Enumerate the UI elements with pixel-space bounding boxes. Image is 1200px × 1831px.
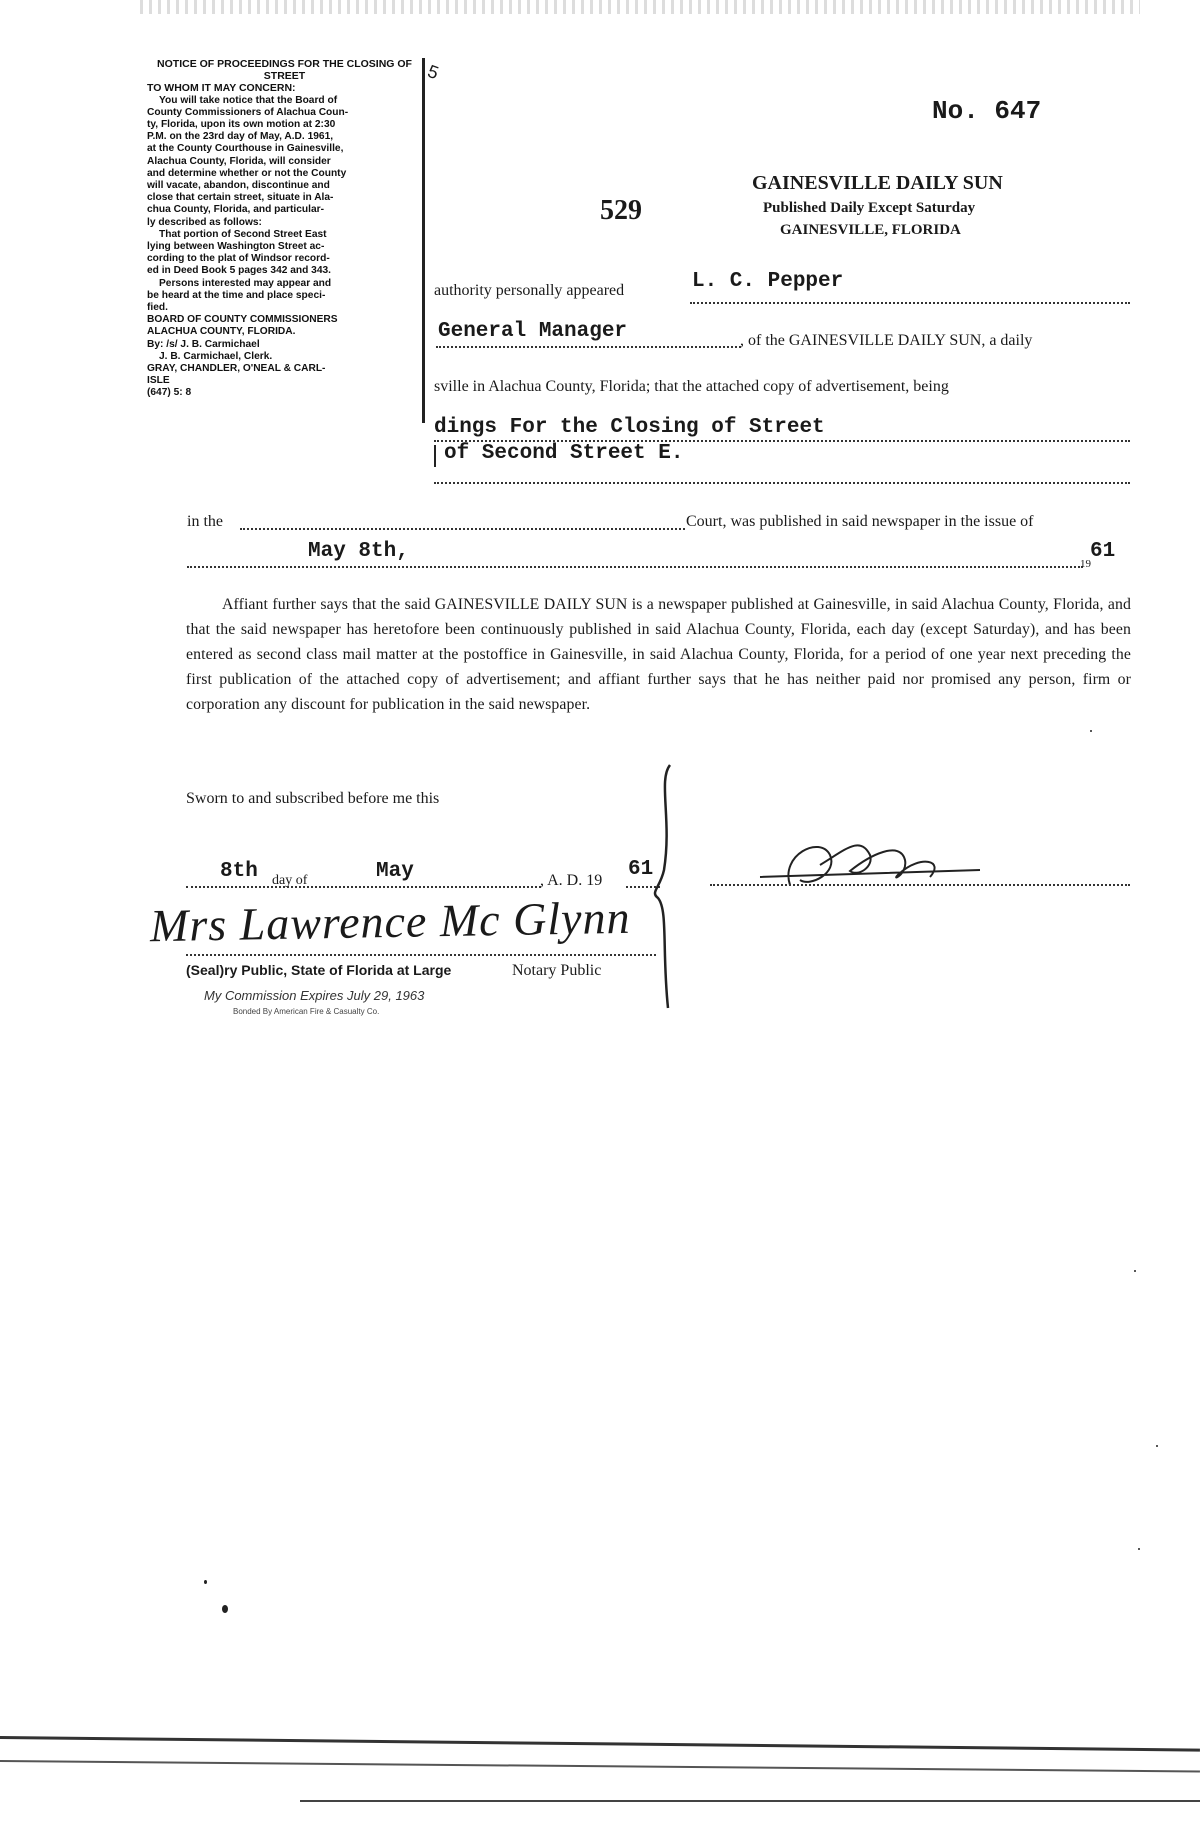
day-label: day of — [272, 873, 308, 888]
clipping-heading: NOTICE OF PROCEEDINGS FOR THE CLOSING OF STREET — [157, 58, 412, 83]
title-line — [436, 346, 741, 348]
issue-date: May 8th, — [308, 540, 409, 563]
newspaper-clipping — [147, 58, 425, 423]
issue-year: 61 — [1090, 540, 1116, 563]
ad-bar — [434, 445, 436, 467]
clipping-line: ed in Deed Book 5 pages 342 and 343. — [147, 265, 332, 277]
speck — [1090, 730, 1092, 732]
clipping-line: By: /s/ J. B. Carmichael — [147, 338, 260, 350]
ad-title-line1: dings For the Closing of Street — [434, 416, 825, 439]
notary-public-label: Notary Public — [512, 962, 602, 979]
appeared-name: L. C. Pepper — [692, 270, 844, 293]
ad-line2-rule — [434, 482, 1130, 484]
speck — [204, 1580, 207, 1584]
appeared-label: authority personally appeared — [434, 282, 625, 299]
clipping-line: ISLE — [147, 375, 170, 387]
appeared-line — [690, 302, 1130, 304]
clipping-line: (647) 5: 8 — [147, 387, 192, 399]
clipping-line: P.M. on the 23rd day of May, A.D. 1961, — [147, 131, 334, 143]
clipping-line: be heard at the time and place speci- — [147, 289, 326, 301]
year-value: 61 — [628, 858, 654, 881]
jurat-date-line — [186, 886, 541, 888]
clipping-line: and determine whether or not the County — [147, 167, 347, 179]
affiant-paragraph: Affiant further says that the said GAINESVILLE DAILY SUN is a newspaper published at Gainesville, in said Alachua County, Florida, and that the said newspaper has heretofore been continuously published in said Alachua County, Florida, each day (except Saturday), and has been entered as second class mail matter at the postoffice in Gainesville, in said Alachua County, Florida, for a period of one year next preceding the first publication of the attached copy of advertisement; and affiant further says that he has neither paid nor promised any person, firm or corporation any discount for publication in the said newspaper. — [186, 596, 1131, 713]
clipping-line: BOARD OF COUNTY COMMISSIONERS — [147, 314, 338, 326]
paper-name: GAINESVILLE DAILY SUN — [752, 172, 1003, 194]
ad-label: , A. D. 19 — [540, 872, 603, 889]
speck — [1156, 1445, 1158, 1447]
affidavit-line3: sville in Alachua County, Florida; that the attached copy of advertisement, being — [434, 378, 949, 395]
affiant-signature — [750, 825, 1020, 905]
margin-mark: 5 — [425, 60, 442, 84]
court-line — [240, 528, 685, 530]
clipping-line: lying between Washington Street ac- — [147, 241, 325, 253]
affiant-line — [710, 884, 1130, 886]
day-value: 8th — [220, 860, 258, 883]
clipping-to-whom: TO WHOM IT MAY CONCERN: — [147, 82, 296, 95]
seal-line2: My Commission Expires July 29, 1963 — [204, 988, 425, 1003]
clipping-line: That portion of Second Street East — [159, 228, 327, 240]
notary-signature: Mrs Lawrence Mc Glynn — [149, 891, 631, 952]
seal-line1: (Seal)ry Public, State of Florida at Large — [186, 962, 452, 978]
clipping-line: ALACHUA COUNTY, FLORIDA. — [147, 326, 296, 338]
clipping-line: at the County Courthouse in Gainesville, — [147, 143, 344, 155]
clipping-line: GRAY, CHANDLER, O'NEAL & CARL- — [147, 363, 326, 375]
issue-year-prefix: 19 — [1080, 558, 1091, 570]
clipping-line: J. B. Carmichael, Clerk. — [159, 350, 273, 362]
clipping-line: close that certain street, situate in Ala- — [147, 192, 334, 204]
clipping-line: County Commissioners of Alachua Coun- — [147, 106, 349, 118]
clipping-line: will vacate, abandon, discontinue and — [147, 180, 330, 192]
issue-line — [187, 566, 1083, 568]
title-suffix: , of the GAINESVILLE DAILY SUN, a daily — [740, 332, 1033, 349]
sworn-label: Sworn to and subscribed before me this — [186, 790, 440, 807]
clipping-line: ly described as follows: — [147, 216, 262, 228]
city-line: GAINESVILLE, FLORIDA — [780, 222, 961, 238]
clipping-line: Alachua County, Florida, will consider — [147, 155, 331, 167]
title-value: General Manager — [438, 320, 628, 343]
speck — [1134, 1270, 1136, 1272]
month-value: May — [376, 860, 414, 883]
ad-title-line2: of Second Street E. — [444, 442, 684, 465]
document-number: No. 647 — [932, 96, 1042, 126]
clipping-line: ty, Florida, upon its own motion at 2:30 — [147, 119, 336, 131]
clipping-line: You will take notice that the Board of — [159, 94, 338, 106]
bottom-scan-streak-2 — [0, 1760, 1200, 1772]
notary-line — [186, 954, 656, 956]
clipping-line: fied. — [147, 302, 168, 314]
published-line: Published Daily Except Saturday — [763, 200, 976, 216]
in-the-label: in the — [187, 513, 223, 530]
bottom-scan-streak-3 — [300, 1800, 1200, 1802]
top-scan-noise — [140, 0, 1140, 14]
speck — [222, 1605, 228, 1613]
number-529: 529 — [600, 195, 642, 226]
seal-line3: Bonded By American Fire & Casualty Co. — [233, 1007, 380, 1016]
court-text: Court, was published in said newspaper in the issue of — [686, 513, 1034, 530]
speck — [1138, 1548, 1140, 1550]
bottom-scan-streak — [0, 1736, 1200, 1752]
clipping-line: cording to the plat of Windsor record- — [147, 253, 330, 265]
clipping-line: Persons interested may appear and — [159, 277, 332, 289]
clipping-line: chua County, Florida, and particular- — [147, 204, 324, 216]
brace — [650, 760, 690, 1010]
